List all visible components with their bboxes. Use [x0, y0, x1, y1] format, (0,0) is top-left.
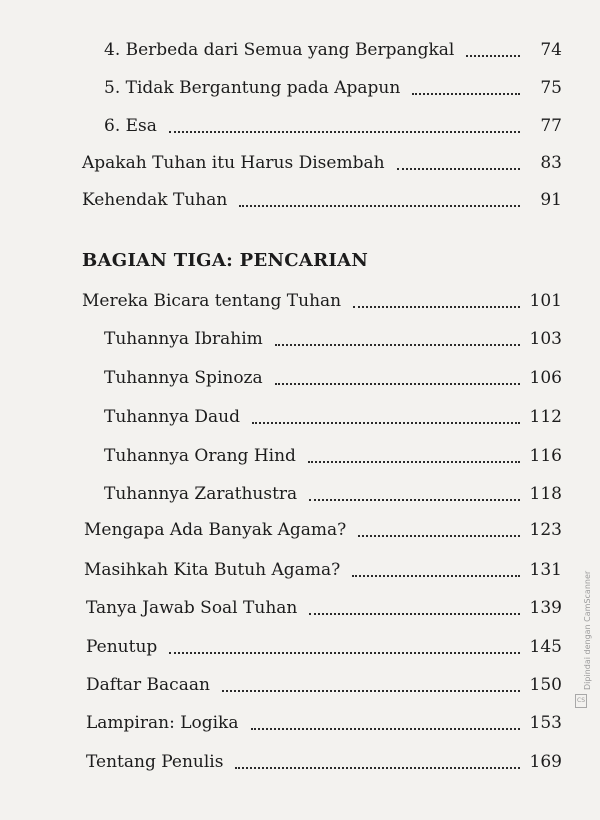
toc-entry — [82, 153, 562, 173]
toc-entry-title: Tanya Jawab Soal Tuhan — [86, 598, 298, 618]
toc-entry — [104, 368, 562, 388]
toc-entry — [82, 291, 562, 311]
toc-entry — [104, 484, 562, 504]
toc-entry — [104, 446, 562, 466]
toc-entry — [104, 40, 562, 60]
toc-entry-title: Tentang Penulis — [86, 752, 224, 772]
toc-dot-leader — [169, 131, 520, 133]
toc-entry-title: Mereka Bicara tentang Tuhan — [82, 291, 342, 311]
toc-entry-page: 123 — [529, 520, 562, 540]
toc-entry-page: 75 — [540, 78, 562, 98]
toc-dot-leader — [466, 55, 520, 57]
toc-entry-page: 139 — [529, 598, 562, 618]
section-heading: BAGIAN TIGA: PENCARIAN — [82, 250, 369, 271]
toc-entry-page: 153 — [529, 713, 562, 733]
toc-dot-leader — [412, 93, 520, 95]
toc-dot-leader — [169, 652, 520, 654]
toc-entry — [104, 116, 562, 136]
toc-entry-title: Tuhannya Spinoza — [104, 368, 263, 388]
toc-entry-title: Mengapa Ada Banyak Agama? — [84, 520, 347, 540]
toc-entry-title: Tuhannya Orang Hind — [104, 446, 296, 466]
toc-dot-leader — [309, 613, 520, 615]
toc-entry-page: 145 — [529, 637, 562, 657]
toc-entry-title: Tuhannya Ibrahim — [104, 329, 263, 349]
toc-entry-page: 112 — [529, 407, 562, 427]
toc-entry-title: Penutup — [86, 637, 158, 657]
toc-entry — [82, 190, 562, 210]
toc-dot-leader — [275, 344, 520, 346]
toc-entry-page: 77 — [540, 116, 562, 136]
toc-entry-title: Apakah Tuhan itu Harus Disembah — [82, 153, 385, 173]
toc-dot-leader — [353, 306, 520, 308]
toc-entry — [86, 752, 562, 772]
toc-entry-page: 91 — [540, 190, 562, 210]
toc-entry — [104, 407, 562, 427]
toc-entry-page: 83 — [540, 153, 562, 173]
toc-entry — [86, 713, 562, 733]
toc-entry-page: 169 — [529, 752, 562, 772]
toc-entry — [84, 520, 562, 540]
toc-entry-title: 6. Esa — [104, 116, 157, 136]
toc-dot-leader — [352, 575, 520, 577]
toc-entry — [86, 598, 562, 618]
toc-entry — [84, 560, 562, 580]
toc-entry — [104, 78, 562, 98]
toc-entry-page: 118 — [529, 484, 562, 504]
toc-entry-page: 131 — [529, 560, 562, 580]
toc-entry-page: 150 — [529, 675, 562, 695]
toc-dot-leader — [239, 205, 520, 207]
scanner-watermark: Dipindai dengan CamScanner — [583, 570, 592, 690]
toc-dot-leader — [358, 535, 520, 537]
toc-entry-page: 103 — [529, 329, 562, 349]
toc-dot-leader — [275, 383, 520, 385]
toc-dot-leader — [252, 422, 520, 424]
toc-dot-leader — [309, 499, 520, 501]
toc-entry — [86, 675, 562, 695]
toc-entry-title: Daftar Bacaan — [86, 675, 210, 695]
toc-entry-title: 5. Tidak Bergantung pada Apapun — [104, 78, 401, 98]
toc-entry — [86, 637, 562, 657]
toc-entry-title: Tuhannya Zarathustra — [104, 484, 298, 504]
toc-entry-page: 74 — [540, 40, 562, 60]
camscanner-logo-icon: CS — [575, 694, 587, 708]
toc-dot-leader — [235, 767, 520, 769]
toc-dot-leader — [222, 690, 520, 692]
toc-entry-title: Lampiran: Logika — [86, 713, 239, 733]
toc-dot-leader — [251, 728, 521, 730]
toc-entry — [104, 329, 562, 349]
toc-entry-page: 101 — [529, 291, 562, 311]
toc-dot-leader — [397, 168, 520, 170]
toc-entry-title: Kehendak Tuhan — [82, 190, 228, 210]
toc-entry-title: 4. Berbeda dari Semua yang Berpangkal — [104, 40, 455, 60]
toc-entry-page: 116 — [529, 446, 562, 466]
toc-entry-title: Tuhannya Daud — [104, 407, 241, 427]
toc-entry-title: Masihkah Kita Butuh Agama? — [84, 560, 341, 580]
toc-entry-page: 106 — [529, 368, 562, 388]
toc-dot-leader — [308, 461, 520, 463]
